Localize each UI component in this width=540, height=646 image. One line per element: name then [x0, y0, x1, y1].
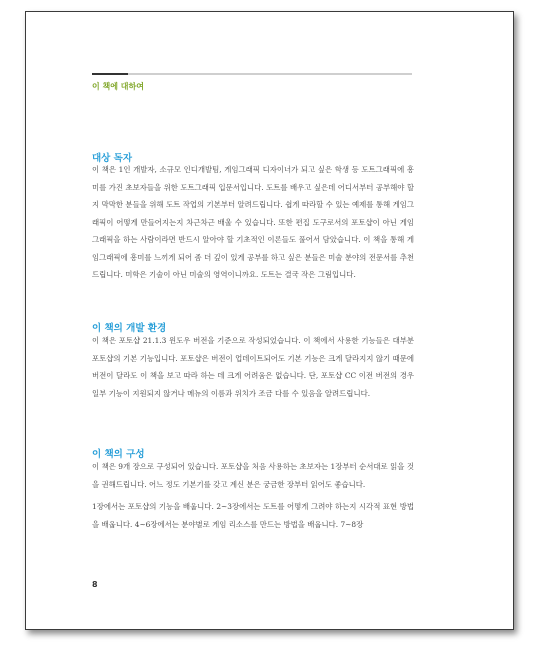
paragraph-target-readers: 이 책은 1인 개발자, 소규모 인디개발팀, 게임그래픽 디자이너가 되고 싶은 학생 등 도트그래픽에 흥미를 가진 초보자들을 위한 도트그래픽 입문서입니다. 도트를 배우고 싶은데 어디서부터 공부해야 할지 막막한 분들을 위해 도트 작업의 기본부터 알려드립니다. 쉽게 따라할 수 있는 예제를 통해 게임그래픽이 어떻게 만들어지는지 차근차근 배울 수 있습니다. 또한 편집 도구로서의 포토샵이 아닌 게임그래픽을 하는 사람이라면 반드시 알아야 할 기초적인 이론들도 풀어서 담았습니다. 이 책을 통해 게임그래픽에 흥미를 느끼게 되어 좀 더 깊이 있게 공부를 하고 싶은 분들은 미술 분야의 전문서를 추천 드립니다. 미학은 기술이 아닌 미술의 영역이니까요. 도트는 결국 작은 그림입니다.: [92, 165, 414, 279]
book-page: [25, 11, 514, 630]
paragraph-dev-environment: 이 책은 포토샵 21.1.3 윈도우 버전을 기준으로 작성되었습니다. 이 책에서 사용한 기능들은 대부분 포토샵의 기본 기능입니다. 포토샵은 버전이 업데이트되어도 기본 기능은 크게 달라지지 않기 때문에 버전이 달라도 이 책을 보고 따라 하는 데 크게 어려움은 없습니다. 단, 포토샵 CC 이전 버전의 경우 일부 기능이 지원되지 않거나 메뉴의 이름과 위치가 조금 다를 수 있음을 알려드립니다.: [92, 336, 414, 398]
header-rule-accent: [92, 73, 128, 75]
page-number: 8: [92, 580, 98, 589]
paragraph-book-structure-2: 1장에서는 포토샵의 기능을 배웁니다. 2~3장에서는 도트를 어떻게 그려야 하는지 시각적 표현 방법을 배웁니다. 4~6장에서는 분야별로 게임 리소스를 만드는 방법을 배웁니다. 7~8장: [92, 502, 414, 529]
header-rule: [92, 73, 412, 75]
section-title-dev-environment: 이 책의 개발 환경: [92, 323, 167, 334]
section-title-book-structure: 이 책의 구성: [92, 449, 145, 460]
section-title-target-readers: 대상 독자: [92, 153, 133, 164]
running-head: 이 책에 대하여: [92, 82, 144, 91]
paragraph-book-structure-1: 이 책은 9개 장으로 구성되어 있습니다. 포토샵을 처음 사용하는 초보자는 1장부터 순서대로 읽을 것을 권해드립니다. 어느 정도 기본기를 갖고 계신 분은 궁금한 장부터 읽어도 좋습니다.: [92, 462, 414, 489]
